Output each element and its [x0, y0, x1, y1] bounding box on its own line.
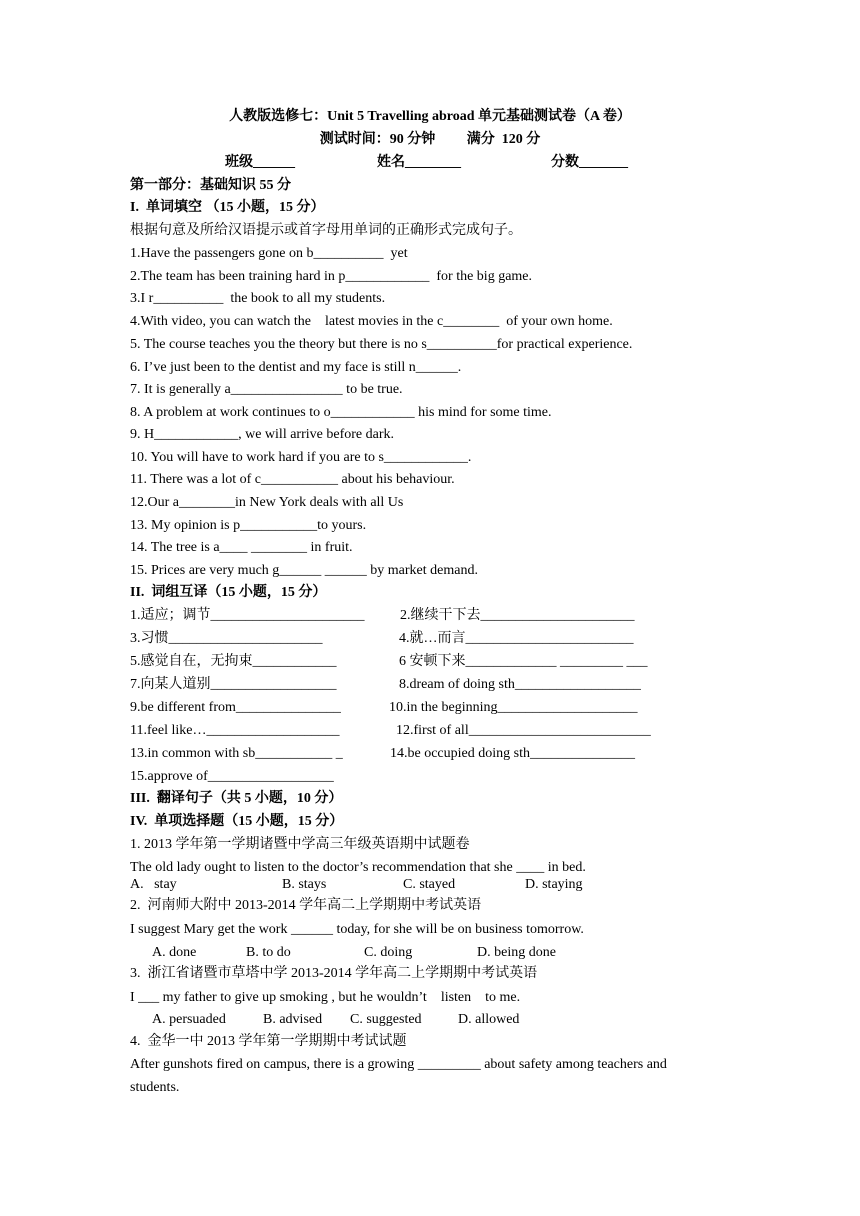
phrase-item: 7.向某人道别__________________: [130, 677, 337, 692]
list-item: 8. A problem at work continues to o____________ his mind for some time.: [130, 405, 552, 420]
section1-heading: I. 单词填空 （15 小题，15 分）: [130, 200, 325, 215]
section2-heading: II. 词组互译（15 小题，15 分）: [130, 585, 327, 600]
section3-heading: III. 翻译句子（共 5 小题，10 分）: [130, 791, 343, 806]
phrase-item: 11.feel like…___________________: [130, 723, 340, 738]
option-d: D. allowed: [458, 1012, 520, 1027]
list-item: 14. The tree is a____ ________ in fruit.: [130, 540, 353, 555]
part1-heading: 第一部分：基础知识 55 分: [130, 178, 291, 193]
exam-meta: 测试时间：90 分钟 满分 120 分: [319, 132, 541, 147]
list-item: 1.Have the passengers gone on b__________ yet: [130, 246, 408, 261]
question-stem: students.: [130, 1080, 180, 1095]
option-b: B. stays: [282, 877, 327, 892]
list-item: 11. There was a lot of c___________ about his behaviour.: [130, 472, 455, 487]
name-field: 姓名________: [377, 155, 461, 170]
phrase-item: 15.approve of__________________: [130, 769, 334, 784]
phrase-item: 3.习惯______________________: [130, 631, 323, 646]
phrase-item: 4.就…而言________________________: [399, 631, 634, 646]
option-c: C. doing: [364, 945, 413, 960]
phrase-item: 14.be occupied doing sth_______________: [390, 746, 635, 761]
question-stem: The old lady ought to listen to the doctor’s recommendation that she ____ in bed.: [130, 860, 586, 875]
list-item: 15. Prices are very much g______ ______ by market demand.: [130, 563, 478, 578]
question-stem: I suggest Mary get the work ______ today, for she will be on business tomorrow.: [130, 922, 584, 937]
question-source: 3. 浙江省诸暨市草塔中学 2013-2014 学年高二上学期期中考试英语: [130, 966, 538, 981]
section1-instruction: 根据句意及所给汉语提示或首字母用单词的正确形式完成句子。: [130, 223, 522, 238]
class-field: 班级______: [225, 155, 295, 170]
list-item: 3.I r__________ the book to all my students.: [130, 291, 386, 306]
question-source: 4. 金华一中 2013 学年第一学期期中考试试题: [130, 1034, 407, 1049]
option-d: D. being done: [477, 945, 556, 960]
question-stem: After gunshots fired on campus, there is a growing _________ about safety among teachers and: [130, 1057, 667, 1072]
option-a: A. persuaded: [152, 1012, 226, 1027]
phrase-item: 2.继续干下去______________________: [400, 608, 635, 623]
question-stem: I ___ my father to give up smoking , but he wouldn’t listen to me.: [130, 990, 521, 1005]
question-source: 1. 2013 学年第一学期诸暨中学高三年级英语期中试题卷: [130, 837, 470, 852]
option-d: D. staying: [525, 877, 583, 892]
phrase-item: 10.in the beginning____________________: [389, 700, 638, 715]
phrase-item: 9.be different from_______________: [130, 700, 341, 715]
phrase-item: 12.first of all__________________________: [396, 723, 651, 738]
list-item: 4.With video, you can watch the latest movies in the c________ of your own home.: [130, 314, 613, 329]
phrase-item: 1.适应；调节______________________: [130, 608, 365, 623]
option-c: C. suggested: [350, 1012, 422, 1027]
phrase-item: 5.感觉自在，无拘束____________: [130, 654, 337, 669]
phrase-item: 8.dream of doing sth__________________: [399, 677, 641, 692]
option-b: B. to do: [246, 945, 291, 960]
question-source: 2. 河南师大附中 2013-2014 学年高二上学期期中考试英语: [130, 898, 482, 913]
exam-title: 人教版选修七：Unit 5 Travelling abroad 单元基础测试卷（A 卷）: [229, 109, 631, 124]
list-item: 5. The course teaches you the theory but there is no s__________for practical experience.: [130, 337, 633, 352]
list-item: 12.Our a________in New York deals with all Us: [130, 495, 404, 510]
list-item: 13. My opinion is p___________to yours.: [130, 518, 367, 533]
score-field: 分数_______: [551, 155, 628, 170]
list-item: 9. H____________, we will arrive before dark.: [130, 427, 394, 442]
option-a: A. done: [152, 945, 197, 960]
section4-heading: IV. 单项选择题（15 小题，15 分）: [130, 814, 344, 829]
option-b: B. advised: [263, 1012, 323, 1027]
list-item: 2.The team has been training hard in p____________ for the big game.: [130, 269, 533, 284]
list-item: 6. I’ve just been to the dentist and my face is still n______.: [130, 360, 462, 375]
list-item: 10. You will have to work hard if you are to s____________.: [130, 450, 472, 465]
phrase-item: 6 安顿下来_____________ _________ ___: [399, 654, 648, 669]
list-item: 7. It is generally a________________ to be true.: [130, 382, 403, 397]
option-c: C. stayed: [403, 877, 456, 892]
phrase-item: 13.in common with sb___________ _: [130, 746, 343, 761]
option-a: A. stay: [130, 877, 177, 892]
